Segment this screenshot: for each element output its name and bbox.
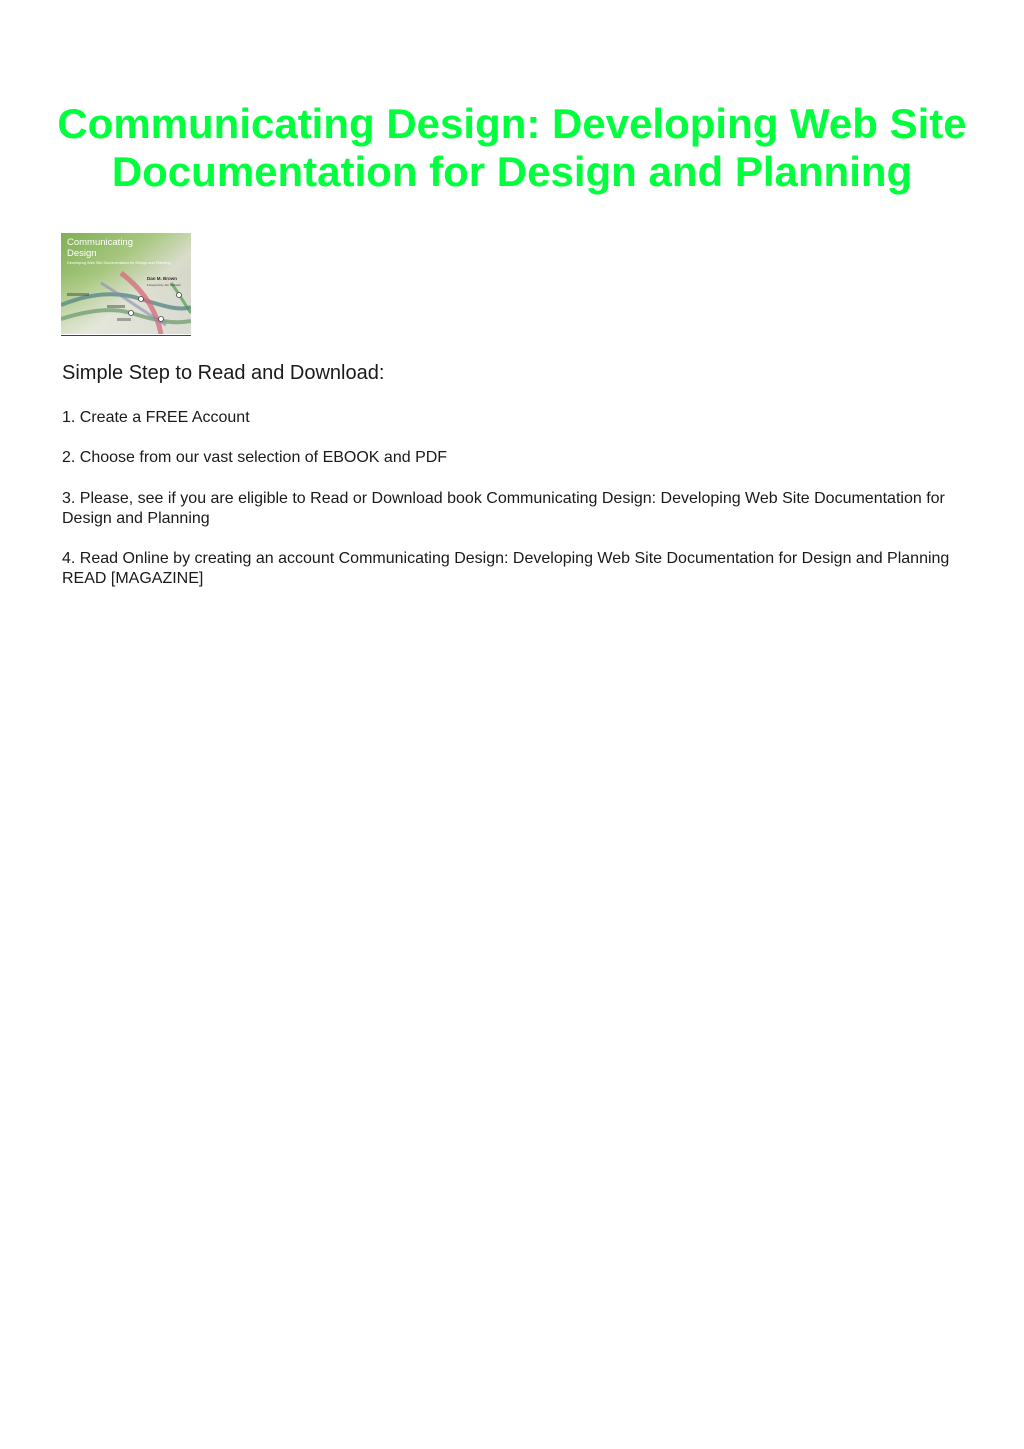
step-item: 3. Please, see if you are eligible to Read or Download book Communicating Design: Developing Web Site Documentation for Design and Planning xyxy=(62,490,945,527)
book-cover-image xyxy=(61,233,191,334)
step-item: 2. Choose from our vast selection of EBOOK and PDF xyxy=(62,449,448,466)
svg-text:Communicating: Communicating xyxy=(67,237,133,248)
svg-text:Developing Web Site Documentat: Developing Web Site Documentation for Design and Planning xyxy=(67,261,171,265)
svg-text:Design: Design xyxy=(67,248,97,259)
book-cover-link[interactable] xyxy=(61,233,191,336)
svg-text:Foreword by Jim Kalbach: Foreword by Jim Kalbach xyxy=(147,283,181,287)
step-item: 4. Read Online by creating an account Communicating Design: Developing Web Site Documentation for Design and Planning READ [MAGAZINE] xyxy=(62,550,950,587)
page-title: Communicating Design: Developing Web Site Documentation for Design and Planning xyxy=(57,100,967,195)
step-item: 1. Create a FREE Account xyxy=(62,409,250,426)
svg-text:Dan M. Brown: Dan M. Brown xyxy=(147,276,177,281)
steps-heading: Simple Step to Read and Download: xyxy=(62,362,385,384)
